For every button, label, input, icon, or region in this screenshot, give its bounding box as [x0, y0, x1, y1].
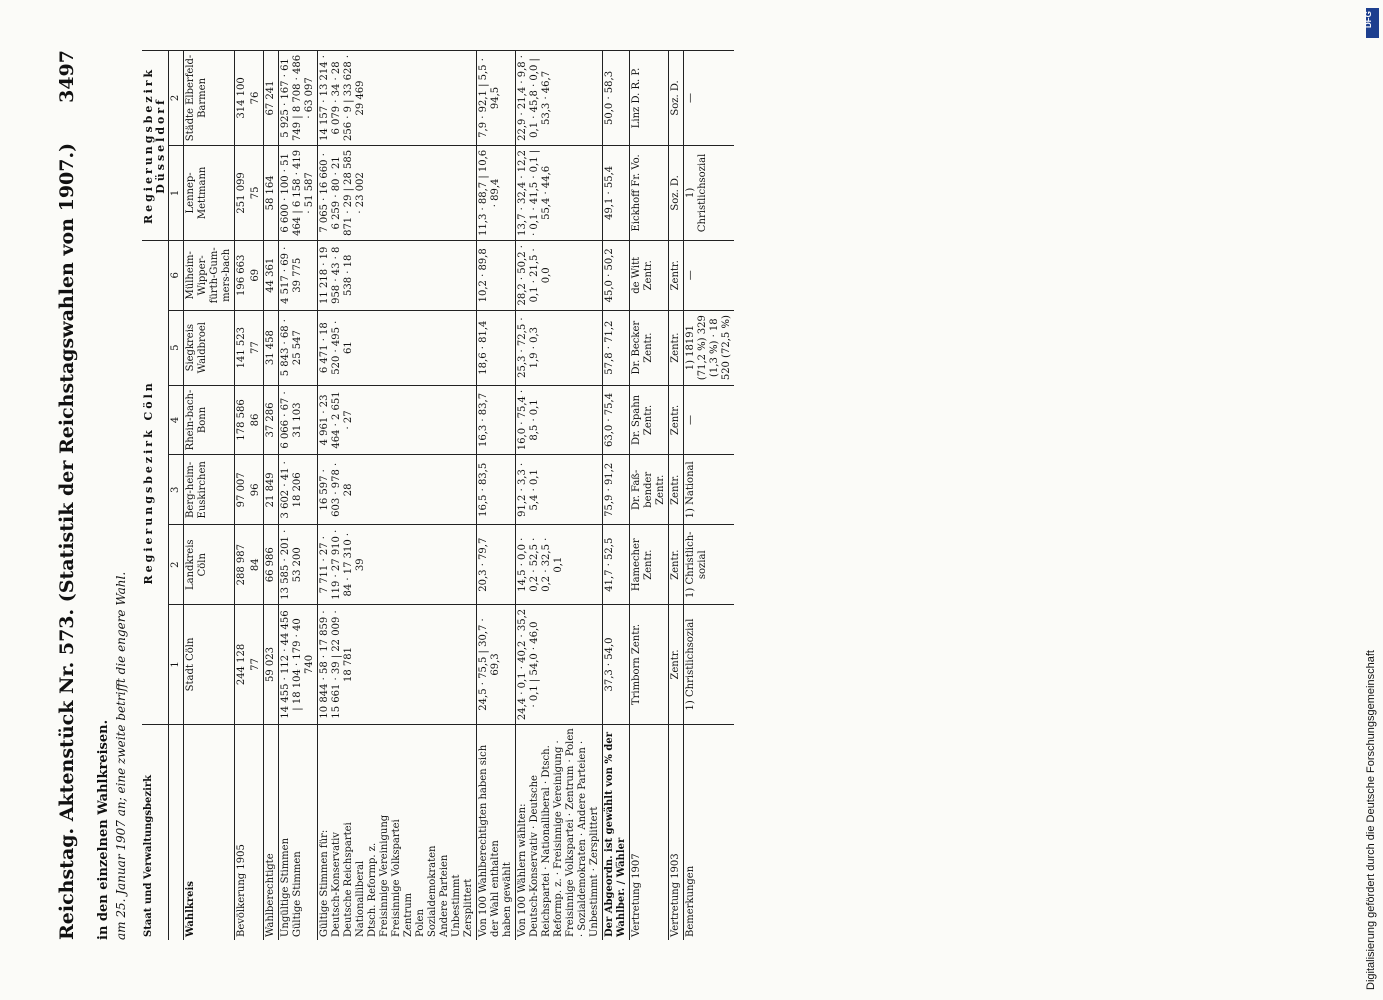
cell: Zentr.	[669, 525, 684, 605]
cell: 11,3 · 88,7 | 10,6 · 89,4	[477, 145, 516, 240]
cell: Landkreis Cöln	[184, 525, 235, 605]
cell: 1) 18191 (71,2 %) 329 (1,3 %) · 18 520 (72,5 %)	[684, 310, 735, 385]
cell: Zentr.	[669, 310, 684, 385]
label-wahlkreis: Wahlkreis	[184, 724, 235, 940]
cell: 24,4 · 0,1 · 40,2 · 35,2 · 0,1 | 54,0 · 46,0	[516, 605, 603, 725]
cell: Soz. D.	[669, 145, 684, 240]
cell: 31 458	[264, 310, 279, 385]
label-bem: Bemerkungen	[684, 724, 735, 940]
cell: 20,3 · 79,7	[477, 525, 516, 605]
label-abg: Der Abgeordn. ist gewählt von % der Wahlber. / Wähler	[603, 724, 630, 940]
cell: 5 925 · 167 · 61 749 | 8 708 · 486 · 63 097	[279, 51, 318, 146]
cell: Trimborn Zentr.	[630, 605, 669, 725]
label-parteien: Gültige Stimmen für: Deutsch-Konservativ Deutsche Reichspartei Nationalliberal Dtsch. Reformp. z. Freisinnige Vereinigung Freisinnige Volkspartei Zentrum Polen Sozialdemokraten Andere Parteien Unbestimmt Zersplittert	[318, 724, 477, 940]
rb-koeln: Regierungsbezirk Cöln	[142, 240, 169, 724]
cell: 13 585 · 201 · 53 200	[279, 525, 318, 605]
label-von100b: Von 100 Wählern wählten: Deutsch-Konservativ · Deutsche Reichspartei · Nationalliberal · Dtsch. Reformp. z. · Freisinnige Vereinigung · Freisinnige Volkspartei · Zentrum · Polen · Sozialdemokraten · Andere Parteien · Unbestimmt · Zersplittert	[516, 724, 603, 940]
cell: 178 586	[235, 385, 250, 455]
row-von100-b	[516, 51, 603, 941]
cell: 6 471 · 18 520 · 495 · 61	[318, 310, 477, 385]
cell: 4 517 · 69 · 39 775	[279, 240, 318, 310]
cell: 14,5 · 0,0 · 0,2 · 52,5 · 0,2 · 32,5 · 0,1	[516, 525, 603, 605]
num-cell: 2	[169, 51, 184, 146]
num-cell: 6	[169, 240, 184, 310]
label-bev: Bevölkerung 1905	[235, 724, 250, 940]
cell: 58 164	[264, 145, 279, 240]
cell: 16,3 · 83,7	[477, 385, 516, 455]
cell: Zentr.	[669, 385, 684, 455]
cell: 18,6 · 81,4	[477, 310, 516, 385]
label-wahlber: Wahlberechtigte	[264, 724, 279, 940]
cell: Hamecher Zentr.	[630, 525, 669, 605]
cell: 13,7 · 32,4 · 12,2 · 0,1 · 41,5 · 0,1 | 55,4 · 44,6	[516, 145, 603, 240]
cell: 77	[249, 310, 264, 385]
cell: de Witt Zentr.	[630, 240, 669, 310]
cell: 91,2 · 3,3 · 5,4 · 0,1	[516, 455, 603, 525]
page-number: 3497	[56, 50, 78, 103]
cell: 251 099	[235, 145, 250, 240]
label-von100a: Von 100 Wahlberechtigten haben sich der Wahl enthalten haben gewählt	[477, 724, 516, 940]
cell: Siegkreis Waldbroel	[184, 310, 235, 385]
header-title: Reichstag. Aktenstück Nr. 573. (Statistik der Reichstagswahlen von 1907.)	[56, 142, 78, 940]
row-bemerkungen	[684, 51, 735, 941]
cell: Eickhoff Fr. Vo.	[630, 145, 669, 240]
cell: —	[684, 51, 735, 146]
num-cell: 4	[169, 385, 184, 455]
digitization-text: Digitalisierung gefördert durch die Deutsche Forschungsgemeinschaft	[1365, 650, 1377, 990]
cell: 7,9 · 92,1 | 5,5 · 94,5	[477, 51, 516, 146]
cell: 44 361	[264, 240, 279, 310]
num-cell: 5	[169, 310, 184, 385]
cell: 10 844 · 58 · 17 859 · 15 661 · 39 | 22 009 · 18 781	[318, 605, 477, 725]
digitization-note	[1365, 10, 1379, 990]
election-table	[142, 50, 734, 940]
cell: —	[684, 240, 735, 310]
cell: 28,2 · 50,2 · 0,1 · 21,5 · 0,0	[516, 240, 603, 310]
cell: 45,0 · 50,2	[603, 240, 630, 310]
cell: 141 523	[235, 310, 250, 385]
dfg-logo-text: DFG	[1364, 11, 1373, 28]
cell: 57,8 · 71,2	[603, 310, 630, 385]
cell: 1) Christlichsozial	[684, 605, 735, 725]
row-wahlberechtigte	[264, 51, 279, 941]
cell: 1) Christlich-sozial	[684, 525, 735, 605]
row-vertretung-1903	[669, 51, 684, 941]
page-header	[50, 50, 90, 940]
cell: 11 218 · 19 958 · 43 · 8 538 · 18	[318, 240, 477, 310]
cell: 86	[249, 385, 264, 455]
cell: Zentr.	[669, 240, 684, 310]
cell: 5 843 · 68 · 25 547	[279, 310, 318, 385]
cell: 196 663	[235, 240, 250, 310]
subtitle: in den einzelnen Wahlkreisen.	[96, 719, 111, 940]
cell: 66 986	[264, 525, 279, 605]
cell: Mülheim-Wipper-fürth-Gum-mers-bach	[184, 240, 235, 310]
cell: 76	[249, 51, 264, 146]
cell: 3 602 · 41 · 18 206	[279, 455, 318, 525]
cell: 37 286	[264, 385, 279, 455]
row-bevoelkerung	[235, 51, 250, 941]
cell: Soz. D.	[669, 51, 684, 146]
cell: 63,0 · 75,4	[603, 385, 630, 455]
cell: 24,5 · 75,5 | 30,7 · 69,3	[477, 605, 516, 725]
cell: 84	[249, 525, 264, 605]
col-staat: Staat und Verwaltungsbezirk	[142, 724, 169, 940]
num-cell: 2	[169, 525, 184, 605]
cell: Dr. Spahn Zentr.	[630, 385, 669, 455]
cell: Rhein-bach-Bonn	[184, 385, 235, 455]
label-vertr07: Vertretung 1907	[630, 724, 669, 940]
cell: 16,5 · 83,5	[477, 455, 516, 525]
cell: 7 711 · 27 · 119 · 27 910 · 84 · 17 310 · 39	[318, 525, 477, 605]
cell: 75,9 · 91,2	[603, 455, 630, 525]
cell: 14 157 · 13 214 · 6 079 · 34 · 28 256 · 9 | 33 628 · 29 469	[318, 51, 477, 146]
cell: 49,1 · 55,4	[603, 145, 630, 240]
cell: —	[684, 385, 735, 455]
cell: 22,9 · 21,4 · 9,8 · 0,1 · 45,8 · 0,0 | 53,3 · 46,7	[516, 51, 603, 146]
cell: 25,3 · 72,5 · 1,9 · 0,3	[516, 310, 603, 385]
num-cell: 3	[169, 455, 184, 525]
label-ung: Ungültige Stimmen Gültige Stimmen	[279, 724, 318, 940]
rotated-content	[50, 50, 1310, 940]
cell: Linz D. R. P.	[630, 51, 669, 146]
cell: Berg-heim-Euskirchen	[184, 455, 235, 525]
cell: 21 849	[264, 455, 279, 525]
cell: 69	[249, 240, 264, 310]
cell: 41,7 · 52,5	[603, 525, 630, 605]
cell: 16,0 · 75,4 · 8,5 · 0,1	[516, 385, 603, 455]
cell: 77	[249, 605, 264, 725]
cell: 67 241	[264, 51, 279, 146]
rb-duesseldorf: Regierungsbezirk Düsseldorf	[142, 51, 169, 241]
cell: 10,2 · 89,8	[477, 240, 516, 310]
cell: 6 066 · 67 · 31 103	[279, 385, 318, 455]
cell: Dr. Faß-bender Zentr.	[630, 455, 669, 525]
row-ungueltig	[279, 51, 318, 941]
cell: 96	[249, 455, 264, 525]
cell: 314 100	[235, 51, 250, 146]
row-von100-a	[477, 51, 516, 941]
row-abgeordnet	[603, 51, 630, 941]
cell: 14 455 · 112 · 44 456 | 18 104 · 179 · 40 740	[279, 605, 318, 725]
cell: 59 023	[264, 605, 279, 725]
num-cell: 1	[169, 145, 184, 240]
cell: Zentr.	[669, 605, 684, 725]
num-cell: 1	[169, 605, 184, 725]
cell: Städte Elberfeld-Barmen	[184, 51, 235, 146]
num-row	[169, 51, 184, 941]
cell: 4 961 · 23 464 · 2 651 · 27	[318, 385, 477, 455]
date-note: am 25. Januar 1907 an; eine zweite betrifft die engere Wahl.	[114, 571, 128, 940]
cell: 75	[249, 145, 264, 240]
cell: 97 007	[235, 455, 250, 525]
cell: 50,0 · 58,3	[603, 51, 630, 146]
cell: 1) National	[684, 455, 735, 525]
cell: Zentr.	[669, 455, 684, 525]
cell: 244 128	[235, 605, 250, 725]
row-bevoelkerung-b	[249, 51, 264, 941]
cell: Lennep-Mettmann	[184, 145, 235, 240]
cell: 16 597 · 603 · 978 · 28	[318, 455, 477, 525]
label-vertr03: Vertretung 1903	[669, 724, 684, 940]
cell: Stadt Cöln	[184, 605, 235, 725]
cell: 288 987	[235, 525, 250, 605]
row-parteien	[318, 51, 477, 941]
cell: 7 065 · 16 660 · 6 259 · 80 · 21 871 · 29 | 28 585 · 23 002	[318, 145, 477, 240]
row-wahlkreis	[184, 51, 235, 941]
cell: 37,3 · 54,0	[603, 605, 630, 725]
row-vertretung-1907	[630, 51, 669, 941]
cell: Dr. Becker Zentr.	[630, 310, 669, 385]
cell: 6 600 · 100 · 51 464 | 6 158 · 419 · 51 587	[279, 145, 318, 240]
cell: 1) Christlichsozial	[684, 145, 735, 240]
